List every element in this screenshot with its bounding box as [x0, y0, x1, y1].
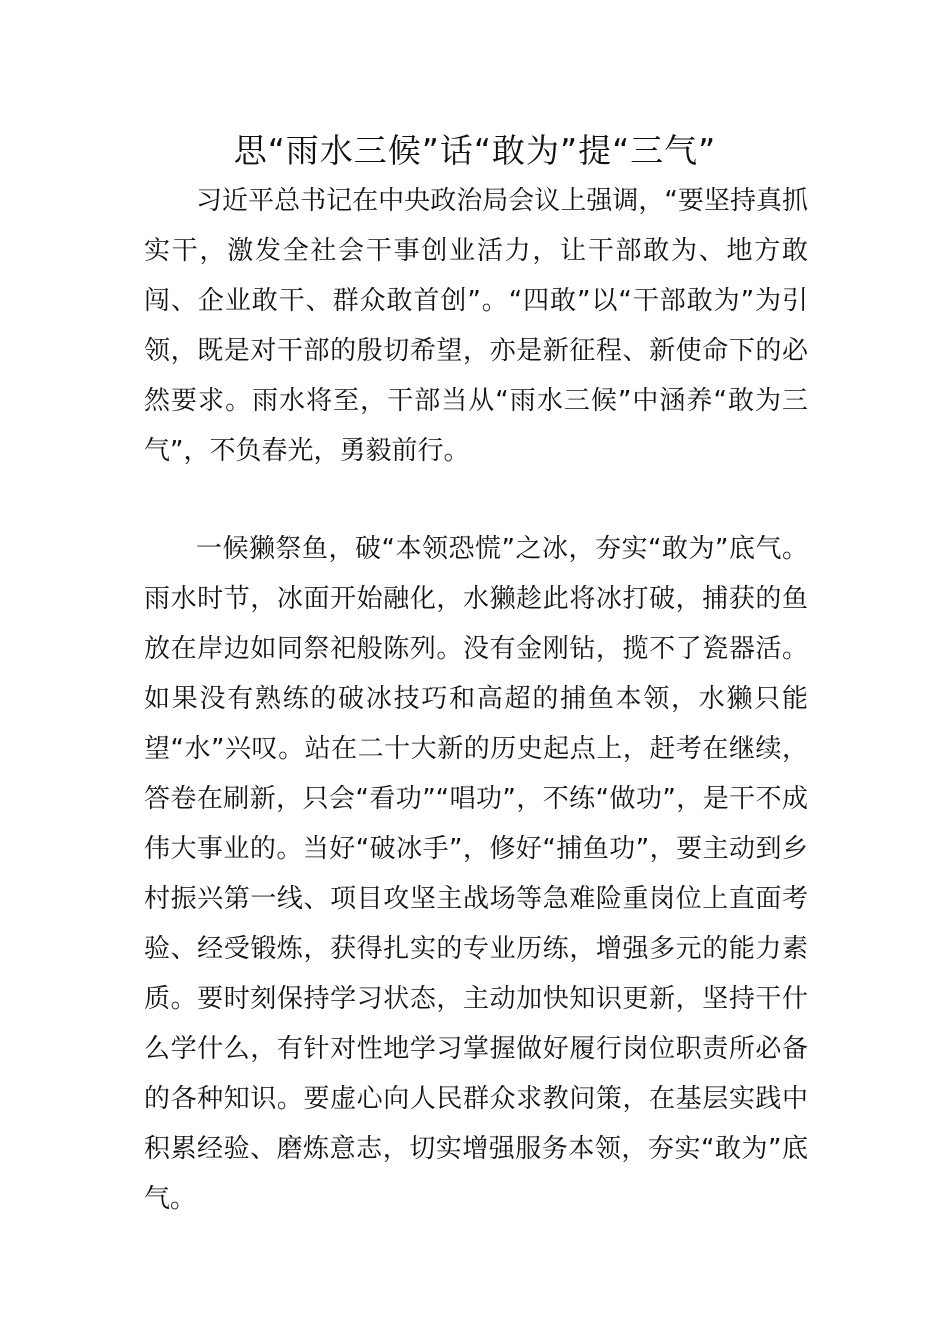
- paragraph-intro: 习近平总书记在中央政治局会议上强调，“要坚持真抓实干，激发全社会干事创业活力，让干部敢为、地方敢闯、企业敢干、群众敢首创”。“四敢”以“干部敢为”为引领，既是对干部的殷切希望，亦是新征程、新使命下的必然要求。雨水将至，干部当从“雨水三候”中涵养“敢为三气”，不负春光，勇毅前行。: [144, 186, 808, 466]
- paragraph-first-sign: 一候獭祭鱼，破“本领恐慌”之冰，夯实“敢为”底气。雨水时节，冰面开始融化，水獭趁此将冰打破，捕获的鱼放在岸边如同祭祀般陈列。没有金刚钻，揽不了瓷器活。如果没有熟练的破冰技巧和高超的捕鱼本领，水獭只能望“水”兴叹。站在二十大新的历史起点上，赶考在继续，答卷在刷新，只会“看功”“唱功”，不练“做功”，是干不成伟大事业的。当好“破冰手”，修好“捕鱼功”，要主动到乡村振兴第一线、项目攻坚主战场等急难险重岗位上直面考验、经受锻炼，获得扎实的专业历练，增强多元的能力素质。要时刻保持学习状态，主动加快知识更新，坚持干什么学什么，有针对性地学习掌握做好履行岗位职责所必备的各种知识。要虚心向人民群众求教问策，在基层实践中积累经验、磨炼意志，切实增强服务本领，夯实“敢为”底气。: [144, 534, 808, 1214]
- document-title: 思“雨水三候”话“敢为”提“三气”: [233, 131, 717, 170]
